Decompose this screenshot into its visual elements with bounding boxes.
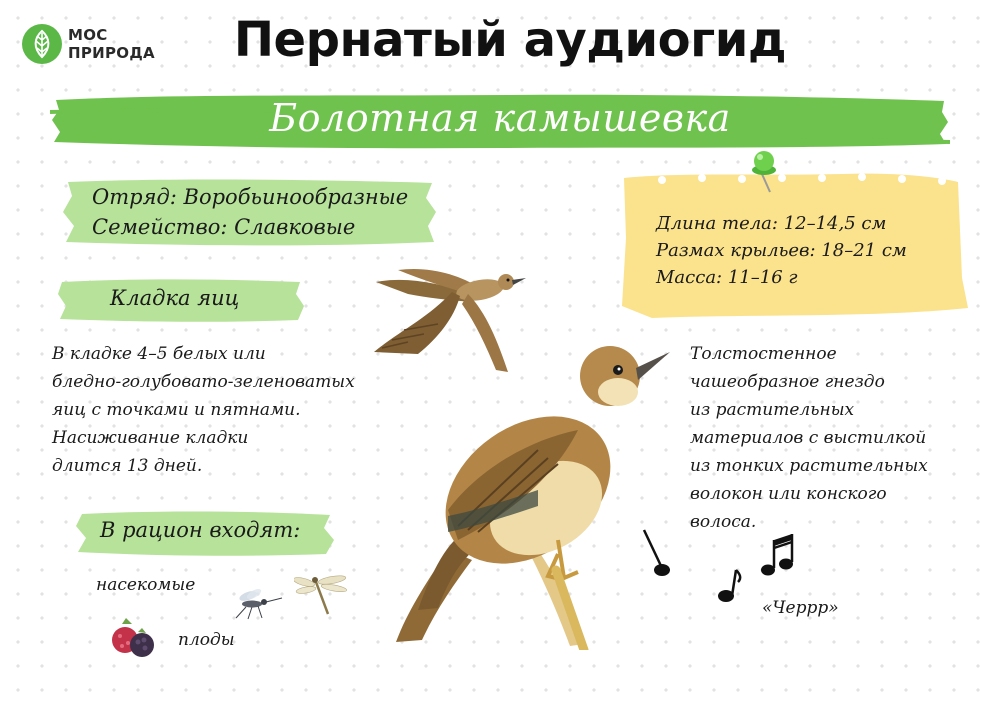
- nest-line: материалов с выстилкой: [690, 428, 927, 448]
- nest-line: Толстостенное: [690, 344, 837, 364]
- diet-heading: В рацион входят:: [100, 518, 301, 542]
- eggs-line: Насиживание кладки: [52, 428, 249, 448]
- body-length: Длина тела: 12–14,5 см: [656, 213, 887, 234]
- leaf-logo-icon: [22, 24, 62, 64]
- mosquito-icon: [228, 584, 284, 620]
- logo: [22, 24, 182, 70]
- logo-text: [68, 26, 155, 62]
- species-name: Болотная камышевка: [269, 96, 731, 140]
- diet-fruits-label: плоды: [178, 630, 235, 650]
- nest-line: из растительных: [690, 400, 855, 420]
- music-note-icon: [640, 526, 810, 606]
- eggs-heading: Кладка яиц: [110, 286, 240, 310]
- order-label: Отряд: Воробьинообразные: [92, 185, 409, 209]
- logo-line-1: МОС: [68, 26, 108, 44]
- nest-line: из тонких растительных: [690, 456, 928, 476]
- measurements: [656, 210, 907, 291]
- family-label: Семейство: Славковые: [92, 215, 356, 239]
- berries-icon: [108, 616, 158, 660]
- eggs-line: длится 13 дней.: [52, 456, 203, 476]
- diet-insects-label: насекомые: [96, 575, 196, 595]
- nest-line: волокон или конского: [690, 484, 887, 504]
- logo-line-2: ПРИРОДА: [68, 44, 155, 62]
- nest-line: чашеобразное гнездо: [690, 372, 885, 392]
- eggs-line: яиц с точками и пятнами.: [52, 400, 301, 420]
- classification: [92, 182, 408, 242]
- pushpin-icon: [748, 148, 788, 196]
- song-text: «Черрр»: [762, 598, 839, 618]
- perched-bird-illustration: [388, 340, 678, 650]
- nest-line: волоса.: [690, 512, 757, 532]
- body-mass: Масса: 11–16 г: [656, 267, 798, 288]
- eggs-line: В кладке 4–5 белых или: [52, 344, 266, 364]
- nest-description: [690, 340, 990, 536]
- eggs-line: бледно-голубовато-зеленоватых: [52, 372, 355, 392]
- wingspan: Размах крыльев: 18–21 см: [656, 240, 907, 261]
- page-title: Пернатый аудиогид: [233, 12, 787, 68]
- dragonfly-icon: [294, 570, 356, 618]
